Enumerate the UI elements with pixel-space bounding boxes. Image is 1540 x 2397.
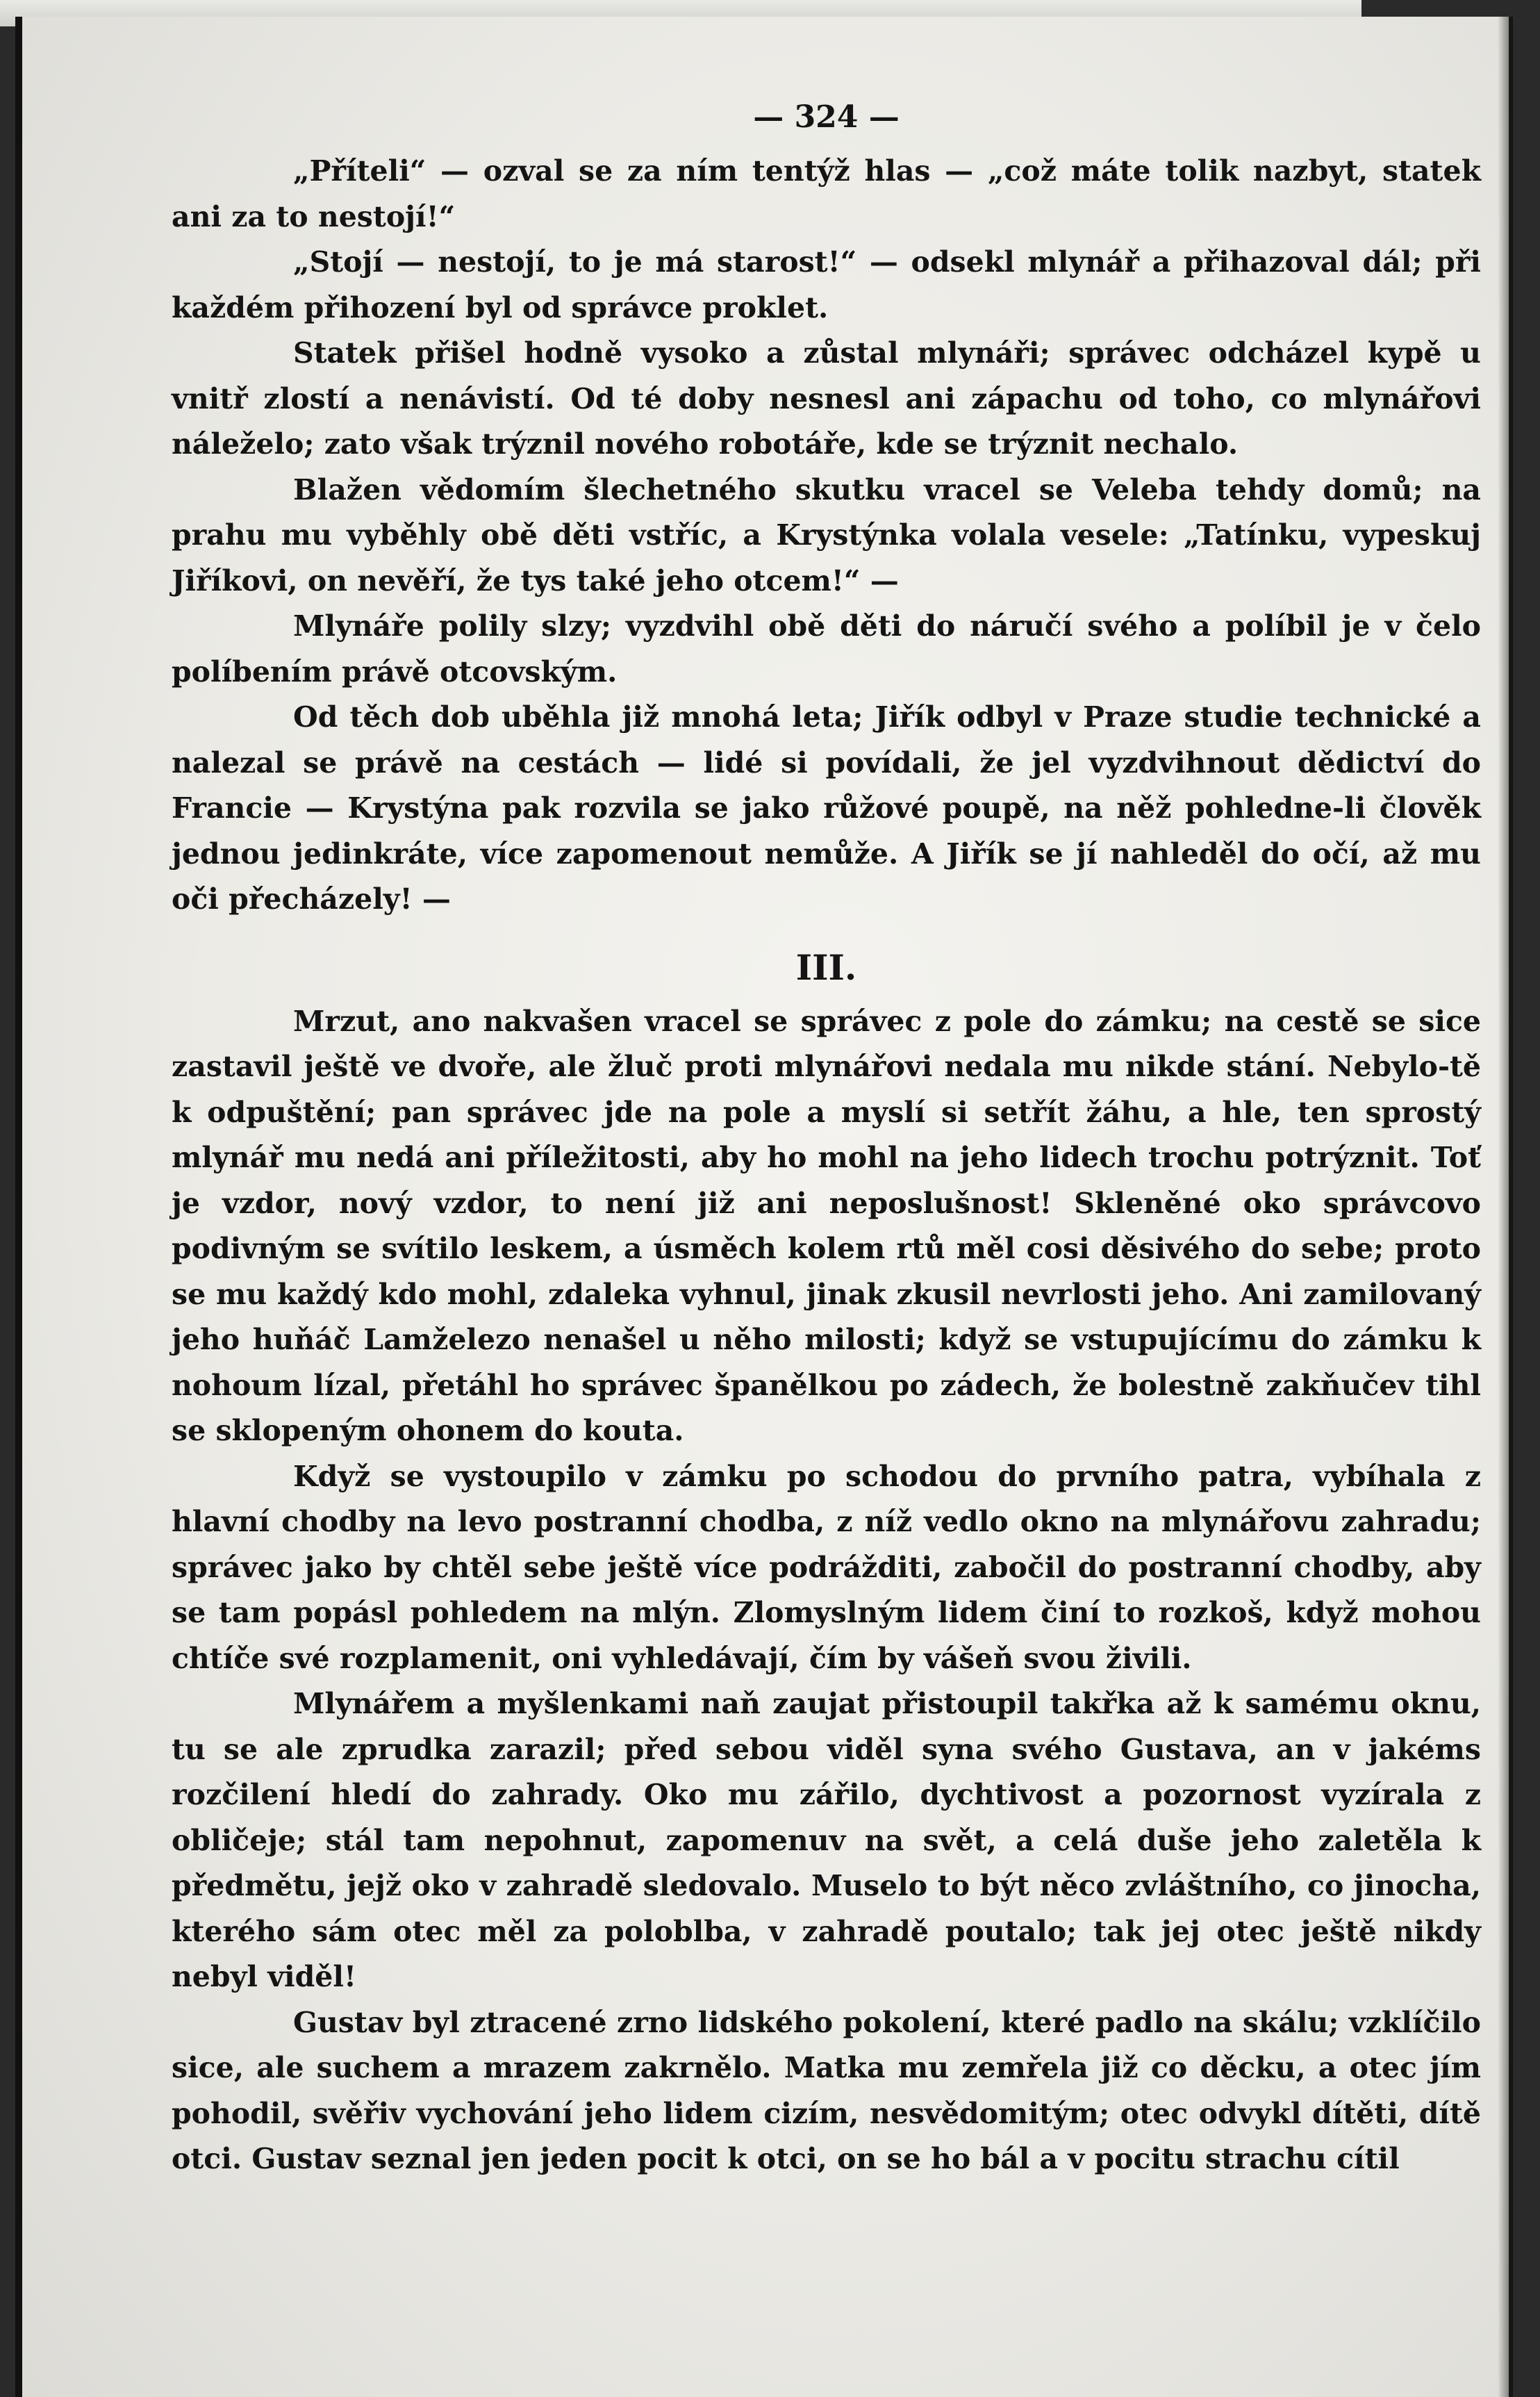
paragraph: Blažen vědomím šlechetného skutku vracel se Veleba tehdy domů; na prahu mu vyběhly obě děti vstříc, a Krystýnka volala vesele: „Tatínku, vypeskuj Jiříkovi, on nevěří, že tys také jeho otcem!“ — [172, 472, 1481, 598]
book-page [15, 17, 1509, 2397]
paragraph: Mlynáře polily slzy; vyzdvihl obě děti do náručí svého a políbil je v čelo políbením právě otcovským. [172, 609, 1481, 689]
paragraph: Mrzut, ano nakvašen vracel se správec z pole do zámku; na cestě se sice zastavil ještě ve dvoře, ale žluč proti mlynářovi nedala mu nikde stání. Nebylo-tě k odpuštění; pan správec jde na pole a myslí si setřít žáhu, a hle, ten sprostý mlynář mu nedá ani příležitosti, aby ho mohl na jeho lidech trochu potrýznit. Toť je vzdor, nový vzdor, to není již ani neposlušnost! Skleněné oko správcovo podivným se svítilo leskem, a úsměch kolem rtů měl cosi děsivého do sebe; proto se mu každý kdo mohl, zdaleka vyhnul, jinak zkusil nevrlosti jeho. Ani zamilovaný jeho huňáč Lamželezo nenašel u něho milosti; když se vstupujícímu do zámku k nohoum lízal, přetáhl ho správec španělkou po zádech, že bolestně zakňučev tihl se sklopeným ohonem do kouta. [172, 1004, 1481, 1447]
chapter-heading: III. [795, 946, 857, 988]
page-text [172, 99, 1481, 2182]
page-number: — 324 — [753, 99, 900, 135]
paragraph: „Stojí — nestojí, to je má starost!“ — odsekl mlynář a přihazoval dál; při každém přihození byl od správce proklet. [172, 245, 1481, 324]
paragraph: Statek přišel hodně vysoko a zůstal mlynáři; správec odcházel kypě u vnitř zlostí a nenávistí. Od té doby nesnesl ani zápachu od toho, co mlynářovi náleželo; zato však trýznil nového robotáře, kde se trýznit nechalo. [172, 336, 1481, 461]
paragraph: Mlynářem a myšlenkami naň zaujat přistoupil takřka až k samému oknu, tu se ale zprudka zarazil; před sebou viděl syna svého Gustava, an v jakéms rozčilení hledí do zahrady. Oko mu zářilo, dychtivost a pozornost vyzírala z obličeje; stál tam nepohnut, zapomenuv na svět, a celá duše jeho zaletěla k předmětu, jejž oko v zahradě sledovalo. Muselo to být něco zvláštního, co jinocha, kterého sám otec měl za poloblba, v zahradě poutalo; tak jej otec ještě nikdy nebyl viděl! [172, 1687, 1481, 1993]
paragraph: „Příteli“ — ozval se za ním tentýž hlas — „což máte tolik nazbyt, statek ani za to nestojí!“ [172, 154, 1481, 233]
paragraph: Gustav byl ztracené zrno lidského pokolení, které padlo na skálu; vzklíčilo sice, ale suchem a mrazem zakrnělo. Matka mu zemřela již co děcku, a otec jím pohodil, svěřiv vychování jeho lidem cizím, nesvědomitým; otec odvykl dítěti, dítě otci. Gustav seznal jen jeden pocit k otci, on se ho bál a v pocitu strachu cítil [172, 2005, 1481, 2175]
paragraph: Když se vystoupilo v zámku po schodou do prvního patra, vybíhala z hlavní chodby na levo postranní chodba, z níž vedlo okno na mlynářovu zahradu; správec jako by chtěl sebe ještě více podrážditi, zabočil do postranní chodby, aby se tam popásl pohledem na mlýn. Zlomyslným lidem činí to rozkoš, když mohou chtíče své rozplamenit, oni vyhledávají, čím by vášeň svou živili. [172, 1459, 1481, 1675]
paragraph: Od těch dob uběhla již mnohá leta; Jiřík odbyl v Praze studie technické a nalezal se právě na cestách — lidé si povídali, že jel vyzdvihnout dědictví do Francie — Krystýna pak rozvila se jako růžové poupě, na něž pohledne-li člověk jednou jedinkráte, více zapomenout nemůže. A Jiřík se jí nahleděl do očí, až mu oči přecházely! — [172, 700, 1481, 916]
